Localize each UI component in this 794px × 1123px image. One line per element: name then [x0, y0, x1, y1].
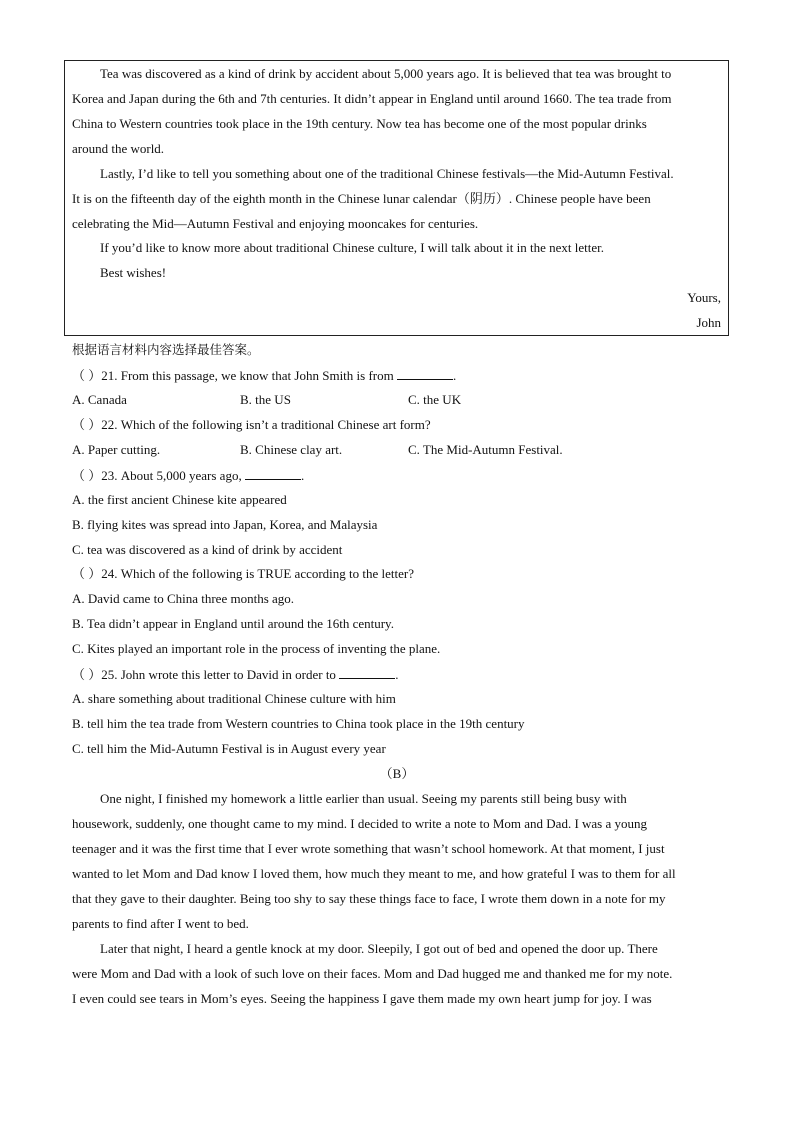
option-c: C. Kites played an important role in the process of inventing the plane. — [72, 641, 441, 656]
question-suffix: . — [453, 368, 457, 383]
letter-p1-line: Korea and Japan during the 6th and 7th centuries. It didn’t appear in England until around 1660. The tea trade from — [72, 91, 672, 106]
letter-signature: John — [696, 315, 721, 330]
question-suffix: . — [395, 667, 399, 682]
option-a: A. share something about traditional Chinese culture with him — [72, 691, 396, 706]
option-c: C. tell him the Mid-Autumn Festival is in August every year — [72, 741, 386, 756]
option-b: B. tell him the tea trade from Western countries to China took place in the 19th century — [72, 716, 525, 731]
letter-p1-line: Tea was discovered as a kind of drink by accident about 5,000 years ago. It is believed that tea was brought to — [100, 66, 672, 81]
option-a: A. Canada — [72, 392, 127, 407]
question-stem: （ ）23. About 5,000 years ago, — [72, 468, 242, 483]
letter-p1-line: around the world. — [72, 141, 165, 156]
question-22 — [72, 417, 431, 433]
question-stem: （ ）22. Which of the following isn’t a traditional Chinese art form? — [72, 417, 431, 432]
section-b-p2-line: I even could see tears in Mom’s eyes. Seeing the happiness I gave them made my own heart jump for joy. I was — [72, 991, 652, 1006]
question-stem: （ ）24. Which of the following is TRUE according to the letter? — [72, 566, 415, 581]
question-25 — [72, 666, 398, 683]
question-21 — [72, 367, 456, 384]
option-c: C. The Mid-Autumn Festival. — [408, 442, 563, 457]
section-b-p2-line: were Mom and Dad with a look of such love on their faces. Mom and Dad hugged me and thanked me for my note. — [72, 966, 673, 981]
letter-yours: Yours, — [687, 290, 721, 305]
option-b: B. Tea didn’t appear in England until around the 16th century. — [72, 616, 394, 631]
option-a: A. David came to China three months ago. — [72, 591, 295, 606]
letter-p3: If you’d like to know more about traditional Chinese culture, I will talk about it in the next letter. — [100, 240, 604, 255]
question-23 — [72, 467, 304, 484]
option-b: B. the US — [240, 392, 291, 407]
question-suffix: . — [300, 468, 305, 483]
option-a: A. Paper cutting. — [72, 442, 161, 457]
section-b-p2-line: Later that night, I heard a gentle knock at my door. Sleepily, I got out of bed and opened the door up. There — [100, 941, 658, 956]
section-b-heading: （B） — [379, 766, 415, 781]
option-c: C. the UK — [408, 392, 462, 407]
option-b: B. flying kites was spread into Japan, Korea, and Malaysia — [72, 517, 378, 532]
answer-blank — [339, 666, 395, 679]
section-b-p1-line: housework, suddenly, one thought came to my mind. I decided to write a note to Mom and Dad. I was a young — [72, 816, 648, 831]
answer-blank — [245, 467, 301, 480]
letter-p2-line: celebrating the Mid—Autumn Festival and enjoying mooncakes for centuries. — [72, 216, 479, 231]
section-b-p1-line: teenager and it was the first time that I ever wrote something that wasn’t school homework. At that moment, I just — [72, 841, 665, 856]
section-b-p1-line: wanted to let Mom and Dad know I loved them, how much they meant to me, and how grateful I was to them for all — [72, 866, 676, 881]
letter-p1-line: China to Western countries took place in the 19th century. Now tea has become one of the most popular drinks — [72, 116, 647, 131]
question-24 — [72, 566, 414, 582]
option-c: C. tea was discovered as a kind of drink by accident — [72, 542, 343, 557]
section-b-p1-line: that they gave to their daughter. Being too shy to say these things face to face, I wrote them down in a note for my — [72, 891, 666, 906]
instruction: 根据语言材料内容选择最佳答案。 — [72, 342, 260, 357]
letter-p2-line: It is on the fifteenth day of the eighth month in the Chinese lunar calendar（阴历）. Chinese people have been — [72, 191, 651, 206]
section-b-p1-line: One night, I finished my homework a little earlier than usual. Seeing my parents still being busy with — [100, 791, 627, 806]
question-stem: （ ）25. John wrote this letter to David in order to — [72, 667, 336, 682]
question-stem: （ ）21. From this passage, we know that John Smith is from — [72, 368, 394, 383]
answer-blank — [397, 367, 453, 380]
option-a: A. the first ancient Chinese kite appeared — [72, 492, 287, 507]
option-b: B. Chinese clay art. — [240, 442, 343, 457]
section-b-p1-line: parents to find after I went to bed. — [72, 916, 249, 931]
letter-closing: Best wishes! — [100, 265, 167, 280]
letter-p2-line: Lastly, I’d like to tell you something about one of the traditional Chinese festivals—the Mid-Autumn Festival. — [100, 166, 674, 181]
